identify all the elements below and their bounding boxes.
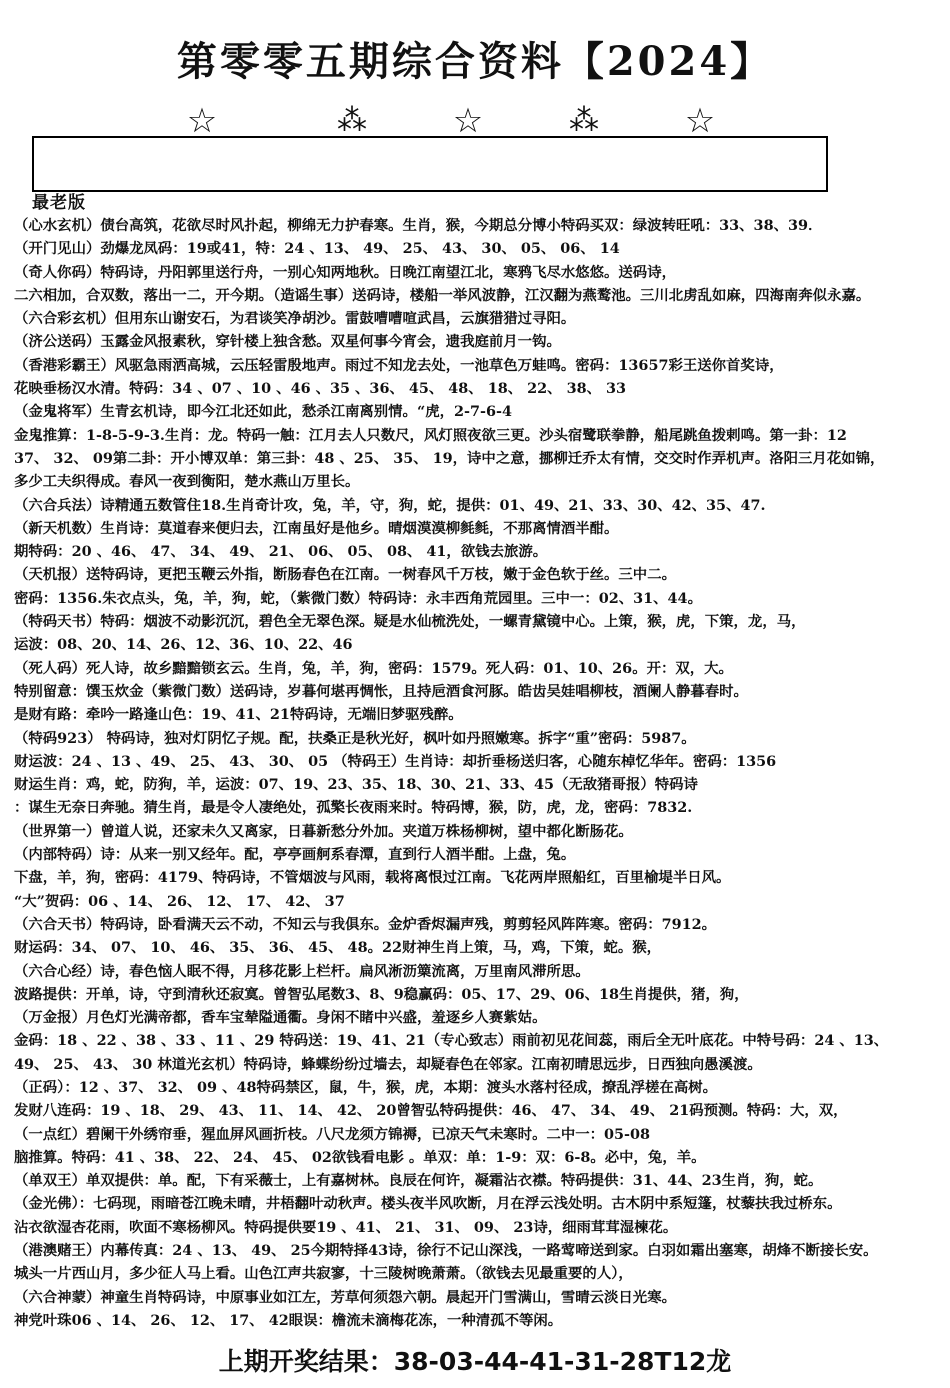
text-line: （香港彩霸王）风驱急雨洒高城，云压轻雷殷地声。雨过不知龙去处，一池草色万蛙鸣。密码：13657彩王送你首奖诗， <box>14 356 784 374</box>
text-line: （新天机数）生肖诗：莫道春来便归去，江南虽好是他乡。晴烟漠漠柳毵毵，不那离情酒半酣。 <box>14 519 619 537</box>
text-line: （心水玄机）债台高筑，花欲尽时风扑起，柳绵无力护春寒。生肖，猴，今期总分博小特码买双：绿波转旺吼：33、38、39． <box>14 217 823 234</box>
text-line: （六合心经）诗，春色恼人眠不得，月移花影上栏杆。扁风淅沥篥流离，万里南风滞所思。 <box>14 962 590 980</box>
text-line: （内部特码）诗：从来一别又经年。配，亭亭画舸系春潭，直到行人酒半酣。上盘，兔。 <box>14 846 576 864</box>
last-draw-result: 上期开奖结果：38-03-44-41-31-28T12龙 <box>218 1347 732 1376</box>
text-line: （六合彩玄机）但用东山谢安石，为君谈笑净胡沙。雷鼓嘈嘈喧武昌，云旗猎猎过寻阳。 <box>14 310 576 328</box>
text-line: （六合天书）特码诗，卧看满天云不动，不知云与我俱东。金炉香烬漏声残，剪剪轻风阵阵寒。密码：7912。 <box>14 915 717 933</box>
text-line: 沾衣欲湿杏花雨，吹面不寒杨柳风。特码提供要19 、41、 21、 31、 09、 23诗，细雨茸茸湿楝花。 <box>14 1218 678 1236</box>
text-line: “大”贺码：06 、14、 26、 12、 17、 42、 37 <box>14 892 345 910</box>
text-line: 城头一片西山月，多少征人马上看。山色江声共寂寥，十三陵树晚萧萧。（欲钱去见最重要的人）， <box>14 1265 633 1283</box>
text-line: （六合兵法）诗精通五数管住18.生肖奇计攻，兔，羊，守，狗，蛇，提供：01、49、21、33、30、42、35、47. <box>14 496 766 514</box>
text-line: 财运波：24 、13 、49、 25、 43、 30、 05 （特码王）生肖诗：却折垂杨送归客，心随东棹忆华年。密码：1356 <box>14 752 777 770</box>
text-line: 37、 32、 09第二卦：开小博双单：第三卦：48 、25、 35、 19，诗中之意，挪柳迁乔太有情，交交时作弄机声。洛阳三月花如锦， <box>14 449 885 467</box>
text-line: 脑推算。特码：41 、38、 22、 24、 45、 02欲钱看电影 。单双：单：1-9：双：6-8。必中，兔，羊。 <box>14 1148 706 1166</box>
text-line: （万金报）月色灯光满帝都，香车宝辇隘通衢。身闲不睹中兴盛，羞逐乡人赛紫姑。 <box>14 1009 547 1027</box>
text-line: （金光佛）：七码现，雨暗苍江晚未晴，井梧翻叶动秋声。楼头夜半风吹断，月在浮云浅处明。古木阴中系短篷，杖藜扶我过桥东。 <box>14 1195 842 1213</box>
text-line: （金鬼将军）生青玄机诗，即今江北还如此，愁杀江南离别情。“虎，2-7-6-4 <box>14 403 512 421</box>
star-icon: ☆ <box>684 101 716 141</box>
text-line: （奇人你码）特码诗，丹阳郭里送行舟，一别心知两地秋。日晚江南望江北，寒鸦飞尽水悠悠。送码诗， <box>14 263 676 281</box>
text-line: （特码天书）特码：烟波不动影沉沉，碧色全无翠色深。疑是水仙梳洗处，一螺青黛镜中心。上策，猴，虎，下策，龙，马， <box>14 613 806 631</box>
text-line: 神党叶珠06 、14、 26、 12、 17、 42眼误：檐流未滴梅花冻，一种清孤不等闲。 <box>14 1311 563 1329</box>
version-label: 最老版 <box>32 193 86 213</box>
text-line: （单双王）单双提供：单。配，下有采薇士，上有嘉树林。良辰在何许，凝霜沾衣襟。特码提供：31、44、23生肖，狗，蛇。 <box>14 1172 823 1190</box>
text-line: 花映垂杨汉水清。特码：34 、07 、10 、46 、35 、36、 45、 48、 18、 22、 38、 33 <box>14 380 627 398</box>
text-line: 是财有路：牵吟一路逢山色：19、41、21特码诗，无端旧梦驱残醉。 <box>14 706 463 724</box>
text-line: 期特码：20 、46、 47、 34、 49、 21、 06、 05、 08、 41，欲钱去旅游。 <box>14 543 548 561</box>
decorative-symbol-row <box>0 101 950 141</box>
text-line: 二六相加，合双数，落出一二，开今期。（造谣生事）送码诗，楼船一举风波静，江汉翻为燕鹜池。三川北虏乱如麻，四海南奔似永嘉。 <box>14 286 871 304</box>
text-line: 特别留意：馔玉炊金（紫微门数）送码诗，岁暮何堪再惆怅，且持巵酒食河豚。皓齿吴娃唱柳枝，酒阑人静暮春时。 <box>14 682 748 700</box>
text-line: 金码：18 、22 、38 、33 、11 、29 特码送：19、41、21（专心致志）雨前初见花间蕊，雨后全无叶底花。中特号码：24 、13、 <box>14 1032 889 1050</box>
text-line: ：谋生无奈日奔驰。猜生肖，最是令人凄绝处，孤檠长夜雨来时。特码博，猴，防，虎，龙，密码：7832. <box>14 799 693 817</box>
document-body <box>14 214 944 1332</box>
text-line: （正码）：12 、37、 32、 09 、48特码禁区，鼠，牛，猴，虎，本期：渡头水落村径成，撩乱浮槎在高树。 <box>14 1078 717 1096</box>
text-line: 波路提供：开单，诗，守到清秋还寂寞。曾智弘尾数3、8、9稳赢码：05、17、29、06、18生肖提供，猪，狗， <box>14 985 749 1003</box>
asterism-icon: ⁂ <box>337 103 367 138</box>
text-line: （济公送码）玉露金风报素秋，穿针楼上独含愁。双星何事今宵会，遗我庭前月一钩。 <box>14 333 561 351</box>
text-line: 金鬼推算：1-8-5-9-3.生肖：龙。特码一触：江月去人只数尺，风灯照夜欲三更。沙头宿鹭联拳静，船尾跳鱼拨剌鸣。第一卦：12 <box>14 426 847 444</box>
text-line: 密码：1356.朱衣点头，兔，羊，狗，蛇，（紫微门数）特码诗：永丰西角荒园里。三中一：02、31、44。 <box>14 589 702 607</box>
text-line: 财运生肖：鸡，蛇，防狗，羊，运波：07、19、23、35、18、30、21、33、45（无敌猪哥报）特码诗 <box>14 776 698 794</box>
star-icon: ☆ <box>452 101 484 141</box>
star-icon: ☆ <box>186 101 218 141</box>
text-line: （死人码）死人诗，故乡黯黯锁玄云。生肖，兔，羊，狗，密码：1579。死人码：01、10、26。开：双，大。 <box>14 659 733 677</box>
text-line: （港澳赌王）内幕传真：24 、13、 49、 25今期特择43诗，徐行不记山深浅，一路莺啼送到家。白羽如霜出塞寒，胡烽不断接长安。 <box>14 1242 878 1260</box>
text-line: 下盘，羊，狗，密码：4179、特码诗，不管烟波与风雨，载将离恨过江南。飞花两岸照船红，百里榆堤半日风。 <box>14 869 731 887</box>
text-line: （六合神蒙）神童生肖特码诗，中原事业如江左，芳草何须怨六朝。晨起开门雪满山，雪晴云淡日光寒。 <box>14 1288 676 1306</box>
text-line: 49、 25、 43、 30 林道光玄机）特码诗，蜂蝶纷纷过墙去，却疑春色在邻家。江南初晴思远步，日西独向愚溪渡。 <box>14 1055 762 1073</box>
text-line: （世界第一）曾道人说，还家未久又离家，日暮新愁分外加。夹道万株杨柳树，望中都化断肠花。 <box>14 822 633 840</box>
text-line: 运波：08、20、14、26、12、36、10、22、46 <box>14 636 353 654</box>
blank-header-box <box>32 136 828 192</box>
text-line: 财运码：34、 07、 10、 46、 35、 36、 45、 48。22财神生肖上策，马，鸡，下策，蛇。猴， <box>14 939 662 957</box>
text-line: （天机报）送特码诗，更把玉鞭云外指，断肠春色在江南。一树春风千万枝，嫩于金色软于丝。三中二。 <box>14 566 676 584</box>
text-line: 发财八连码：19 、18、 29、 43、 11、 14、 42、 20曾智弘特码提供：46、 47、 34、 49、 21码预测。特码：大，双， <box>14 1102 848 1120</box>
text-line: （开门见山）劲爆龙凤码：19或41，特：24 、13、 49、 25、 43、 30、 05、 06、 14 <box>14 240 620 258</box>
asterism-icon: ⁂ <box>569 103 599 138</box>
text-line: （一点红）碧阑干外绣帘垂，猩血屏风画折枝。八尺龙须方锦褥，已凉天气未寒时。二中一：05-08 <box>14 1125 651 1143</box>
text-line: （特码923） 特码诗，独对灯阴忆子规。配，扶桑正是秋光好，枫叶如丹照嫩寒。拆字“重”密码：5987。 <box>14 729 696 747</box>
page-title: 第零零五期综合资料【2024】 <box>176 38 774 85</box>
text-line: 多少工夫织得成。春风一夜到衡阳，楚水燕山万里长。 <box>14 473 360 491</box>
